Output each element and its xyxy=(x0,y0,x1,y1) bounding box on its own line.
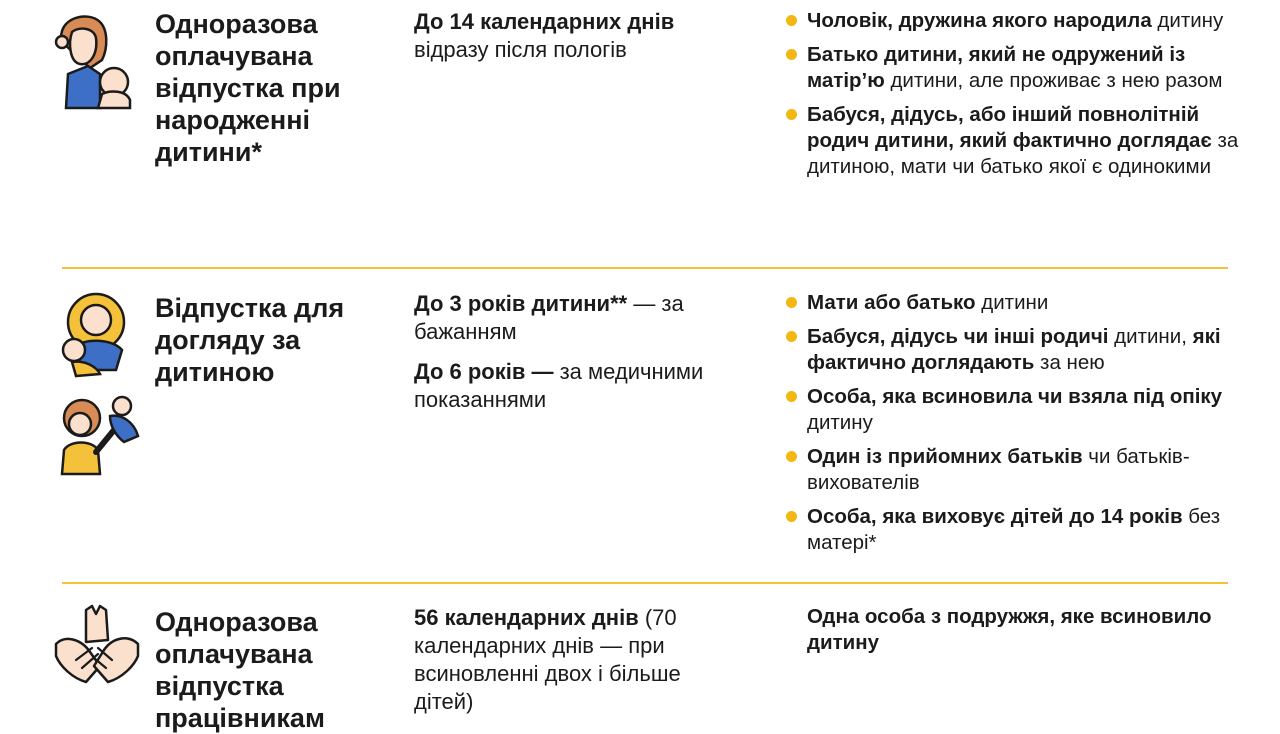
bullet-icon xyxy=(786,297,797,308)
row-childcare-leave xyxy=(0,270,1280,582)
row-birth-leave xyxy=(0,0,1280,268)
row-title: Одноразова оплачувана відпустка працівникам xyxy=(155,607,325,733)
mother-with-baby-icon xyxy=(50,8,138,112)
row-adoption-leave xyxy=(0,584,1280,733)
parent-lifting-child-icon xyxy=(58,394,146,476)
duration xyxy=(414,290,714,426)
row-title: Відпустка для догляду за дитиною xyxy=(155,293,345,387)
parent-hugging-child-icon xyxy=(56,290,134,378)
bullet-icon xyxy=(786,391,797,402)
list-item: Одна особа з подружжя, яке всиновило дитину xyxy=(807,605,1212,654)
duration-item: До 14 календарних днів відразу після пологів xyxy=(414,9,675,62)
list-item: Бабуся, дідусь, або інший повнолітній родич дитини, який фактично доглядає за дитиною, мати чи батько якої є одинокими xyxy=(786,102,1246,180)
list-item: Особа, яка виховує дітей до 14 років без матері* xyxy=(786,504,1246,556)
list-item: Чоловік, дружина якого народила дитину xyxy=(786,8,1246,34)
list-item: Бабуся, дідусь чи інші родичі дитини, які фактично доглядають за нею xyxy=(786,324,1246,376)
list-item: Батько дитини, який не одружений із матір’ю дитини, але проживає з нею разом xyxy=(786,42,1246,94)
duration xyxy=(414,604,714,728)
duration-item: 56 календарних днів (70 календарних днів — при всиновленні двох і більше дітей) xyxy=(414,605,681,714)
hands-together-icon xyxy=(52,604,142,686)
list-item: Один із прийомних батьків чи батьків-вихователів xyxy=(786,444,1246,496)
list-item: Особа, яка всиновила чи взяла під опіку дитину xyxy=(786,384,1246,436)
list-item: Мати або батько дитини xyxy=(786,290,1246,316)
row-title: Одноразова оплачувана відпустка при народженні дитини* xyxy=(155,9,341,167)
eligible-list xyxy=(786,8,1246,188)
eligible-list xyxy=(786,604,1246,664)
duration xyxy=(414,8,714,76)
bullet-icon xyxy=(786,15,797,26)
eligible-list xyxy=(786,290,1246,564)
bullet-icon xyxy=(786,109,797,120)
divider xyxy=(62,267,1228,269)
bullet-icon xyxy=(786,451,797,462)
bullet-icon xyxy=(786,49,797,60)
bullet-icon xyxy=(786,511,797,522)
duration-item: До 6 років — за медичними показаннями xyxy=(414,359,704,412)
duration-item: До 3 років дитини** — за бажанням xyxy=(414,291,684,344)
bullet-icon xyxy=(786,331,797,342)
